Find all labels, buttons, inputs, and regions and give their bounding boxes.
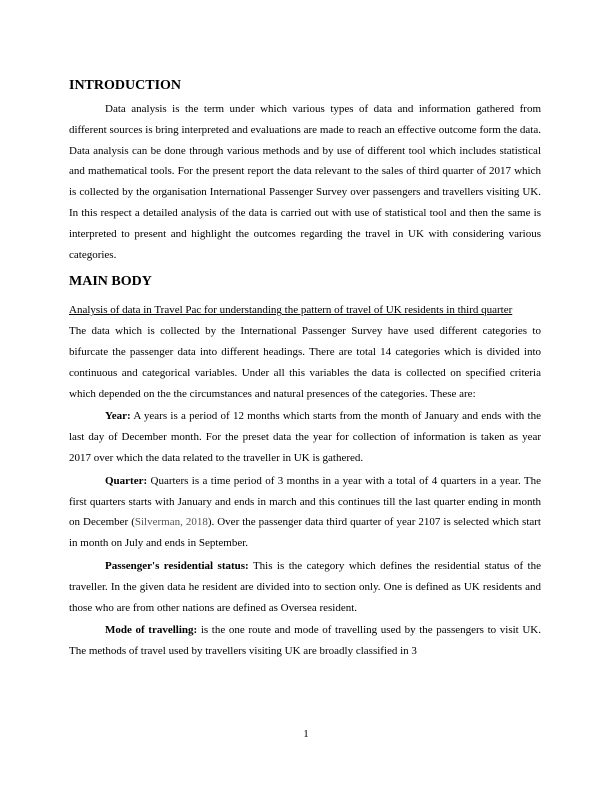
- citation-link[interactable]: Silverman, 2018: [134, 516, 208, 529]
- introduction-heading: INTRODUCTION: [69, 78, 182, 93]
- mode-of-travelling-term: Mode of travelling:: [105, 624, 198, 637]
- year-text: A years is a period of 12 months which starts from the month of January and ends with the last day of December month. For the preset data the year for collection of information is taken as year 2017 over which the data related to the traveller in UK is gathered.: [69, 410, 541, 464]
- analysis-subheading: Analysis of data in Travel Pac for understanding the pattern of travel of UK residents in third quarter: [69, 304, 513, 317]
- categories-paragraph: The data which is collected by the International Passenger Survey have used different categories to bifurcate the passenger data into different headings. There are total 14 categories which is divided into continuous and categorical variables. Under all this variables the data is collected on specified criteria which depended on the the circumstances and natural presences of the categories. These are:: [69, 325, 541, 400]
- page-number: 1: [303, 728, 309, 740]
- residential-status-term: Passenger's residential status:: [105, 559, 249, 572]
- year-term: Year:: [105, 410, 131, 423]
- main-body-heading: MAIN BODY: [69, 274, 152, 290]
- document-page: [69, 72, 541, 662]
- residential-status-text: This is the category which defines the residential status of the traveller. In the given data he resident are divided into to section only. One is defined as UK residents and those who are from other nations are defined as Oversea resident.: [69, 559, 541, 614]
- quarter-text-after: ). Over the passenger data third quarter of year 2107 is selected which start in month on July and ends in September.: [69, 516, 541, 550]
- quarter-paragraph: [69, 471, 541, 554]
- introduction-paragraph: Data analysis is the term under which various types of data and information gathered from different sources is bring interpreted and evaluations are made to reach an effective outcome form the data. Data analysis can be done through various methods and by use of different tool which includes statistical and mathematical tools. For the present report the data relevant to the sales of third quarter of 2017 which is collected by the organisation International Passenger Survey over passengers and travellers visiting UK. In this respect a detailed analysis of the data is carried out with use of statistical tool and then the same is interpreted to present and highlight the outcomes regarding the travel in UK with considering various categories.: [69, 103, 541, 261]
- quarter-text-before: Quarters is a time period of 3 months in a year with a total of 4 quarters in a year. The first quarters starts with January and ends in march and this continues till the last quarter ending in month on December (: [69, 474, 541, 529]
- residential-status-paragraph: [69, 556, 541, 618]
- mode-of-travelling-text: is the one route and mode of travelling used by the passengers to visit UK. The methods of travel used by travellers visiting UK are broadly classified in 3: [69, 624, 541, 658]
- quarter-term: Quarter:: [105, 474, 148, 487]
- mode-of-travelling-paragraph: [69, 620, 541, 662]
- year-paragraph: [69, 406, 541, 468]
